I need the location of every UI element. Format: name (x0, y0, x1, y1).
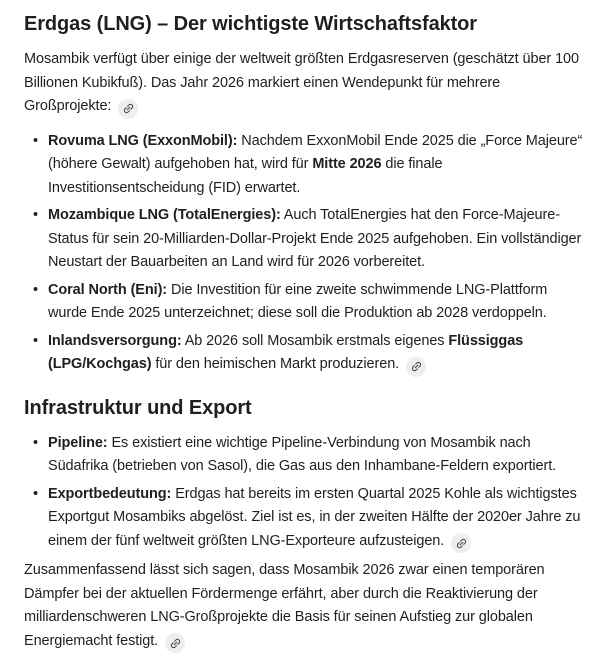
bullet-rovuma-lng (24, 130, 585, 201)
link-icon (452, 534, 470, 552)
bullet-coral-north-text: Coral North (Eni): Die Investition für eine zweite schwimmende LNG-Plattform wurde Ende 2025 unterzeichnet; diese soll die Produktion ab 2028 verdoppeln. (48, 281, 548, 321)
section-heading-erdgas-lng: Erdgas (LNG) – Der wichtigste Wirtschaftsfaktor (24, 13, 477, 35)
link-icon (166, 634, 184, 652)
bullet-inlandsversorgung-text: Inlandsversorgung: Ab 2026 soll Mosambik erstmals eigenes Flüssiggas (LPG/Kochgas) für den heimischen Markt produzieren. (48, 332, 524, 372)
bullet-inlandsversorgung (24, 330, 585, 377)
citation-chip[interactable] (406, 357, 426, 377)
bullet-rovuma-lng-text: Rovuma LNG (ExxonMobil): Nachdem ExxonMobil Ende 2025 die „Force Majeure“ (höhere Gewalt) aufgehoben hat, wird für Mitte 2026 die finale Investitionsentscheidung (FID) erwartet. (48, 132, 583, 196)
bullet-pipeline (24, 432, 585, 479)
closing-paragraph-text: Zusammenfassend lässt sich sagen, dass Mosambik 2026 zwar einen temporären Dämpfer bei der aktuellen Fördermenge erfährt, aber durch die Reaktivierung der milliardenschweren LNG-Großprojekte die Basis für seinen Aufstieg zur globalen Energiemacht festigt. (24, 562, 545, 649)
intro-paragraph (24, 48, 585, 119)
bullet-mozambique-lng (24, 204, 585, 275)
intro-paragraph-text: Mosambik verfügt über einige der weltweit größten Erdgasreserven (geschätzt über 100 Billionen Kubikfuß). Das Jahr 2026 markiert einen Wendepunkt für mehrere Großprojekte: (24, 51, 579, 114)
citation-chip[interactable] (118, 99, 138, 119)
infrastructure-list (24, 432, 585, 554)
citation-chip[interactable] (451, 533, 471, 553)
bullet-pipeline-text: Pipeline: Es existiert eine wichtige Pipeline-Verbindung von Mosambik nach Südafrika (betrieben von Sasol), die Gas aus den Inhambane-Feldern exportiert. (48, 434, 557, 474)
link-icon (407, 357, 425, 375)
bullet-mozambique-lng-text: Mozambique LNG (TotalEnergies): Auch TotalEnergies hat den Force-Majeure-Status für sein 20-Milliarden-Dollar-Projekt Ende 2025 aufgehoben. Ein vollständiger Neustart der Bauarbeiten an Land wird für 2026 vorbereitet. (48, 207, 582, 270)
closing-paragraph (24, 559, 585, 653)
link-icon (119, 99, 137, 117)
citation-chip[interactable] (165, 633, 185, 653)
bullet-exportbedeutung-text: Exportbedeutung: Erdgas hat bereits im ersten Quartal 2025 Kohle als wichtigstes Exportgut Mosambiks abgelöst. Ziel ist es, in der zweiten Hälfte der 2020er Jahre zu einem der fünf weltweit größten LNG-Exporteure aufzusteigen. (48, 485, 581, 549)
bullet-coral-north (24, 279, 585, 326)
bullet-exportbedeutung (24, 483, 585, 554)
section-heading-infrastruktur: Infrastruktur und Export (24, 396, 252, 419)
lng-projects-list (24, 130, 585, 377)
